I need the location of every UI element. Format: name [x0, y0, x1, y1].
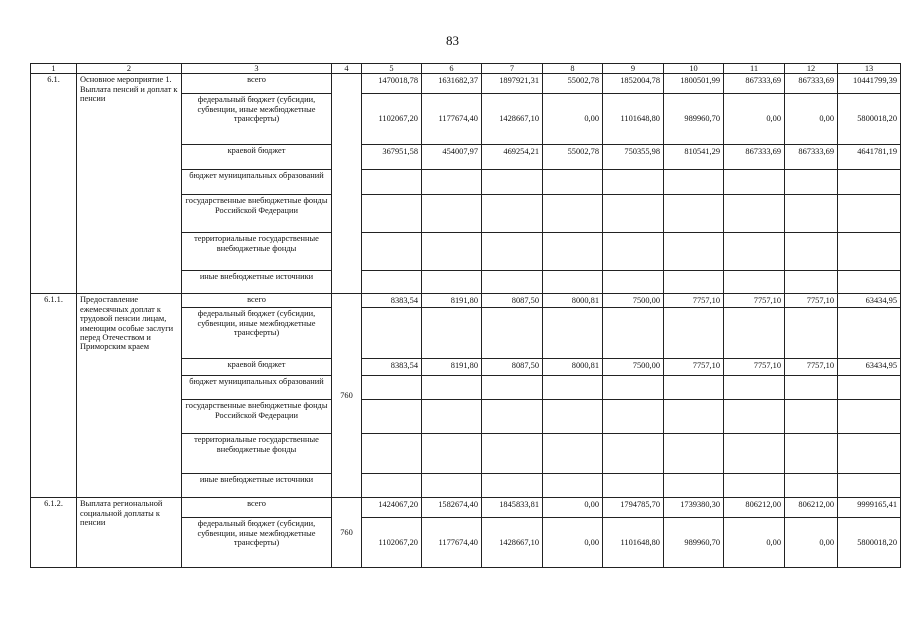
value-cell: [543, 170, 603, 195]
value-cell: 806212,00: [724, 498, 785, 518]
value-cell: 8383,54: [362, 294, 422, 308]
value-cell: 810541,29: [664, 145, 724, 170]
value-cell: 7757,10: [664, 294, 724, 308]
header-cell: 13: [838, 64, 901, 74]
value-cell: [543, 474, 603, 498]
header-row: [31, 64, 901, 74]
value-cell: [482, 271, 543, 294]
value-cell: [664, 233, 724, 271]
value-cell: [603, 233, 664, 271]
value-cell: 1470018,78: [362, 74, 422, 94]
value-cell: [362, 474, 422, 498]
value-cell: 1428667,10: [482, 94, 543, 145]
value-cell: [838, 308, 901, 359]
source-label: бюджет муниципальных образований: [182, 170, 332, 195]
value-cell: 7500,00: [603, 294, 664, 308]
value-cell: [422, 271, 482, 294]
value-cell: [482, 233, 543, 271]
value-cell: 0,00: [724, 94, 785, 145]
source-label: бюджет муниципальных образований: [182, 376, 332, 400]
value-cell: [362, 308, 422, 359]
value-cell: [785, 271, 838, 294]
value-cell: [603, 434, 664, 474]
value-cell: 7757,10: [724, 294, 785, 308]
value-cell: [603, 170, 664, 195]
value-cell: 867333,69: [785, 145, 838, 170]
value-cell: 1800501,99: [664, 74, 724, 94]
value-cell: 1177674,40: [422, 94, 482, 145]
row-name: Выплата региональной социальной доплаты к пенсии: [77, 498, 182, 568]
value-cell: [838, 195, 901, 233]
value-cell: 0,00: [543, 498, 603, 518]
row-code: 6.1.1.: [31, 294, 77, 498]
source-label: государственные внебюджетные фонды Российской Федерации: [182, 195, 332, 233]
value-cell: [838, 400, 901, 434]
value-cell: 0,00: [543, 94, 603, 145]
budget-table: [30, 63, 901, 568]
value-cell: [664, 400, 724, 434]
value-cell: 7757,10: [785, 294, 838, 308]
value-cell: 1794785,70: [603, 498, 664, 518]
header-cell: 2: [77, 64, 182, 74]
header-cell: 9: [603, 64, 664, 74]
value-cell: [603, 271, 664, 294]
value-cell: [422, 474, 482, 498]
value-cell: [543, 195, 603, 233]
value-cell: 1897921,31: [482, 74, 543, 94]
value-cell: [664, 308, 724, 359]
value-cell: 9999165,41: [838, 498, 901, 518]
value-cell: [724, 376, 785, 400]
value-cell: [543, 400, 603, 434]
value-cell: [724, 271, 785, 294]
value-cell: [603, 474, 664, 498]
source-label: всего: [182, 498, 332, 518]
value-cell: 5800018,20: [838, 94, 901, 145]
value-cell: [482, 474, 543, 498]
table-row: [31, 498, 901, 518]
header-cell: 6: [422, 64, 482, 74]
value-cell: 7757,10: [785, 359, 838, 376]
value-cell: 8191,80: [422, 294, 482, 308]
value-cell: 55002,78: [543, 74, 603, 94]
value-cell: [362, 271, 422, 294]
source-label: федеральный бюджет (субсидии, субвенции, иные межбюджетные трансферты): [182, 308, 332, 359]
value-cell: [543, 308, 603, 359]
value-cell: [664, 434, 724, 474]
value-cell: 8000,81: [543, 359, 603, 376]
value-cell: 7500,00: [603, 359, 664, 376]
value-cell: [724, 308, 785, 359]
value-cell: 8087,50: [482, 294, 543, 308]
source-label: территориальные государственные внебюджетные фонды: [182, 434, 332, 474]
header-cell: 4: [332, 64, 362, 74]
value-cell: 8383,54: [362, 359, 422, 376]
value-cell: [422, 400, 482, 434]
value-cell: [724, 400, 785, 434]
value-cell: 1101648,80: [603, 518, 664, 568]
value-cell: 750355,98: [603, 145, 664, 170]
value-cell: [422, 376, 482, 400]
source-label: государственные внебюджетные фонды Российской Федерации: [182, 400, 332, 434]
value-cell: 867333,69: [785, 74, 838, 94]
value-cell: 63434,95: [838, 359, 901, 376]
value-cell: [422, 195, 482, 233]
value-cell: [838, 434, 901, 474]
value-cell: 8087,50: [482, 359, 543, 376]
value-cell: [422, 434, 482, 474]
value-cell: 1424067,20: [362, 498, 422, 518]
header-cell: 5: [362, 64, 422, 74]
value-cell: 1102067,20: [362, 518, 422, 568]
value-cell: [362, 434, 422, 474]
value-cell: [422, 308, 482, 359]
value-cell: [724, 233, 785, 271]
value-cell: [482, 308, 543, 359]
col4-cell: 760: [332, 498, 362, 568]
value-cell: [362, 195, 422, 233]
value-cell: 989960,70: [664, 518, 724, 568]
value-cell: 367951,58: [362, 145, 422, 170]
value-cell: [482, 195, 543, 233]
value-cell: 8191,80: [422, 359, 482, 376]
value-cell: [362, 376, 422, 400]
source-label: всего: [182, 74, 332, 94]
value-cell: 1428667,10: [482, 518, 543, 568]
value-cell: 867333,69: [724, 145, 785, 170]
col4-cell: [332, 74, 362, 294]
value-cell: [543, 271, 603, 294]
source-label: федеральный бюджет (субсидии, субвенции, иные межбюджетные трансферты): [182, 94, 332, 145]
value-cell: 0,00: [785, 518, 838, 568]
header-cell: 7: [482, 64, 543, 74]
value-cell: [785, 233, 838, 271]
value-cell: [838, 233, 901, 271]
value-cell: [724, 434, 785, 474]
value-cell: [838, 376, 901, 400]
header-cell: 12: [785, 64, 838, 74]
table-row: [31, 294, 901, 308]
value-cell: 1177674,40: [422, 518, 482, 568]
value-cell: 7757,10: [724, 359, 785, 376]
value-cell: [482, 376, 543, 400]
value-cell: [785, 195, 838, 233]
row-code: 6.1.: [31, 74, 77, 294]
table-row: [31, 74, 901, 94]
value-cell: [785, 376, 838, 400]
value-cell: 1102067,20: [362, 94, 422, 145]
value-cell: [664, 271, 724, 294]
value-cell: [543, 376, 603, 400]
value-cell: 4641781,19: [838, 145, 901, 170]
source-label: всего: [182, 294, 332, 308]
source-label: иные внебюджетные источники: [182, 474, 332, 498]
value-cell: [422, 233, 482, 271]
value-cell: [838, 474, 901, 498]
value-cell: 8000,81: [543, 294, 603, 308]
value-cell: 63434,95: [838, 294, 901, 308]
page-number: 83: [446, 33, 459, 48]
value-cell: [362, 170, 422, 195]
value-cell: [724, 170, 785, 195]
value-cell: 989960,70: [664, 94, 724, 145]
value-cell: [482, 170, 543, 195]
value-cell: [422, 170, 482, 195]
value-cell: [664, 170, 724, 195]
value-cell: [838, 271, 901, 294]
value-cell: 1101648,80: [603, 94, 664, 145]
value-cell: 867333,69: [724, 74, 785, 94]
header-cell: 10: [664, 64, 724, 74]
value-cell: 7757,10: [664, 359, 724, 376]
value-cell: [724, 195, 785, 233]
value-cell: 469254,21: [482, 145, 543, 170]
value-cell: [785, 170, 838, 195]
value-cell: [724, 474, 785, 498]
value-cell: [785, 308, 838, 359]
source-label: краевой бюджет: [182, 145, 332, 170]
value-cell: 1845833,81: [482, 498, 543, 518]
row-name: Предоставление ежемесячных доплат к трудовой пенсии лицам, имеющим особые заслуги перед Отечеством и Приморским краем: [77, 294, 182, 498]
value-cell: [362, 233, 422, 271]
value-cell: [664, 474, 724, 498]
header-cell: 11: [724, 64, 785, 74]
value-cell: 55002,78: [543, 145, 603, 170]
value-cell: 10441799,39: [838, 74, 901, 94]
header-cell: 3: [182, 64, 332, 74]
source-label: краевой бюджет: [182, 359, 332, 376]
col4-cell: 760: [332, 294, 362, 498]
value-cell: [785, 400, 838, 434]
value-cell: [785, 474, 838, 498]
row-name: Основное мероприятие 1. Выплата пенсий и доплат к пенсии: [77, 74, 182, 294]
value-cell: 1852004,78: [603, 74, 664, 94]
value-cell: [543, 434, 603, 474]
value-cell: [603, 376, 664, 400]
value-cell: 454007,97: [422, 145, 482, 170]
source-label: иные внебюджетные источники: [182, 271, 332, 294]
value-cell: [603, 195, 664, 233]
value-cell: 0,00: [543, 518, 603, 568]
value-cell: [603, 308, 664, 359]
value-cell: 5800018,20: [838, 518, 901, 568]
value-cell: 1582674,40: [422, 498, 482, 518]
value-cell: [543, 233, 603, 271]
value-cell: [838, 170, 901, 195]
row-code: 6.1.2.: [31, 498, 77, 568]
source-label: территориальные государственные внебюджетные фонды: [182, 233, 332, 271]
value-cell: 806212,00: [785, 498, 838, 518]
value-cell: 0,00: [785, 94, 838, 145]
source-label: федеральный бюджет (субсидии, субвенции, иные межбюджетные трансферты): [182, 518, 332, 568]
value-cell: 1631682,37: [422, 74, 482, 94]
value-cell: 1739380,30: [664, 498, 724, 518]
value-cell: [785, 434, 838, 474]
value-cell: [482, 434, 543, 474]
header-cell: 8: [543, 64, 603, 74]
value-cell: [664, 195, 724, 233]
value-cell: [603, 400, 664, 434]
header-cell: 1: [31, 64, 77, 74]
value-cell: [482, 400, 543, 434]
value-cell: [664, 376, 724, 400]
value-cell: [362, 400, 422, 434]
value-cell: 0,00: [724, 518, 785, 568]
